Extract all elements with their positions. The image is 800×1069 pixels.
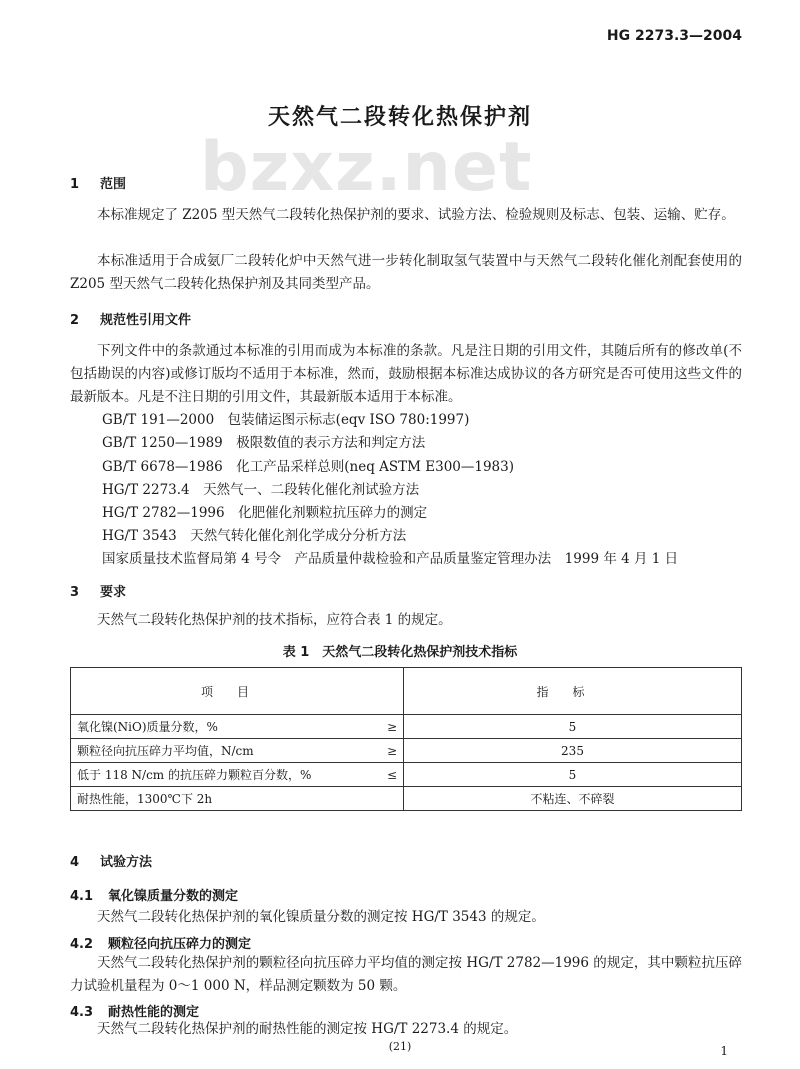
- section-number: 1: [70, 177, 80, 192]
- subsection-number: 4.1: [70, 889, 94, 904]
- header-item: 项目: [71, 668, 404, 715]
- row-value: 不粘连、不碎裂: [404, 787, 742, 811]
- subsection-title: 氧化镍质量分数的测定: [108, 889, 239, 904]
- reference-item: 国家质量技术监督局第 4 号令 产品质量仲裁检验和产品质量鉴定管理办法 1999 年 4 月 1 日: [102, 551, 679, 567]
- subsection-number: 4.2: [70, 937, 94, 952]
- row-item: 耐热性能，1300℃下 2h: [71, 787, 374, 811]
- subsection-4-1-heading: [70, 885, 238, 904]
- section-title: 规范性引用文件: [100, 313, 192, 328]
- subsection-title: 耐热性能的测定: [108, 1005, 200, 1020]
- page-number: 1: [720, 1044, 728, 1058]
- section-4-heading: [70, 851, 152, 870]
- reference-item: GB/T 6678—1986 化工产品采样总则(neq ASTM E300—1983): [102, 459, 515, 475]
- watermark: bzxz.net: [200, 128, 533, 207]
- table-row: [71, 763, 742, 787]
- reference-item: HG/T 3543 天然气转化催化剂化学成分分析方法: [102, 528, 407, 544]
- section-title: 要求: [100, 585, 127, 600]
- section-number: 4: [70, 855, 80, 870]
- table-header-row: [71, 668, 742, 715]
- paragraph: 天然气二段转化热保护剂的颗粒径向抗压碎力平均值的测定按 HG/T 2782—1996 的规定，其中颗粒抗压碎力试验机量程为 0～1 000 N，样品测定颗数为 50 颗。: [70, 955, 742, 994]
- paragraph: 本标准适用于合成氨厂二段转化炉中天然气进一步转化制取氢气装置中与天然气二段转化催化剂配套使用的 Z205 型天然气二段转化热保护剂及其同类型产品。: [70, 253, 742, 292]
- row-operator: ≥: [373, 715, 404, 739]
- subsection-4-2-heading: [70, 933, 251, 952]
- header-value: 指标: [404, 668, 742, 715]
- table-row: [71, 787, 742, 811]
- section-title: 试验方法: [100, 855, 153, 870]
- row-value: 235: [404, 739, 742, 763]
- section-2-heading: [70, 309, 191, 328]
- table-row: [71, 739, 742, 763]
- row-operator: ≤: [373, 763, 404, 787]
- reference-item: GB/T 191—2000 包装储运图示标志(eqv ISO 780:1997): [102, 412, 470, 428]
- section-number: 2: [70, 313, 80, 328]
- section-3-heading: [70, 581, 126, 600]
- reference-item: GB/T 1250—1989 极限数值的表示方法和判定方法: [102, 435, 426, 451]
- section-number: 3: [70, 585, 80, 600]
- row-operator: [373, 787, 404, 811]
- paragraph: 天然气二段转化热保护剂的耐热性能的测定按 HG/T 2273.4 的规定。: [97, 1021, 518, 1037]
- standard-code: HG 2273.3—2004: [606, 28, 742, 44]
- subsection-title: 颗粒径向抗压碎力的测定: [108, 937, 252, 952]
- spec-table: [70, 667, 742, 811]
- row-item: 颗粒径向抗压碎力平均值，N/cm: [71, 739, 374, 763]
- reference-item: HG/T 2273.4 天然气一、二段转化催化剂试验方法: [102, 482, 420, 498]
- paragraph: 本标准规定了 Z205 型天然气二段转化热保护剂的要求、试验方法、检验规则及标志、包装、运输、贮存。: [97, 207, 735, 223]
- section-1-heading: [70, 173, 126, 192]
- paragraph: 天然气二段转化热保护剂的技术指标，应符合表 1 的规定。: [97, 612, 452, 628]
- section-title: 范围: [100, 177, 127, 192]
- row-value: 5: [404, 715, 742, 739]
- paragraph: 下列文件中的条款通过本标准的引用而成为本标准的条款。凡是注日期的引用文件，其随后所有的修改单(不包括勘误的内容)或修订版均不适用于本标准，然而，鼓励根据本标准达成协议的各方研究是否可使用这些文件的最新版本。凡是不注日期的引用文件，其最新版本适用于本标准。: [70, 343, 742, 405]
- row-item: 氧化镍(NiO)质量分数，%: [71, 715, 374, 739]
- table-title: 表 1 天然气二段转化热保护剂技术指标: [282, 645, 518, 660]
- table-row: [71, 715, 742, 739]
- reference-item: HG/T 2782—1996 化肥催化剂颗粒抗压碎力的测定: [102, 505, 428, 521]
- row-operator: ≥: [373, 739, 404, 763]
- subsection-number: 4.3: [70, 1005, 94, 1020]
- paragraph: 天然气二段转化热保护剂的氧化镍质量分数的测定按 HG/T 3543 的规定。: [97, 909, 545, 925]
- footer-page-marker: (21): [388, 1040, 412, 1053]
- row-item: 低于 118 N/cm 的抗压碎力颗粒百分数，%: [71, 763, 374, 787]
- document-title: 天然气二段转化热保护剂: [267, 104, 532, 130]
- row-value: 5: [404, 763, 742, 787]
